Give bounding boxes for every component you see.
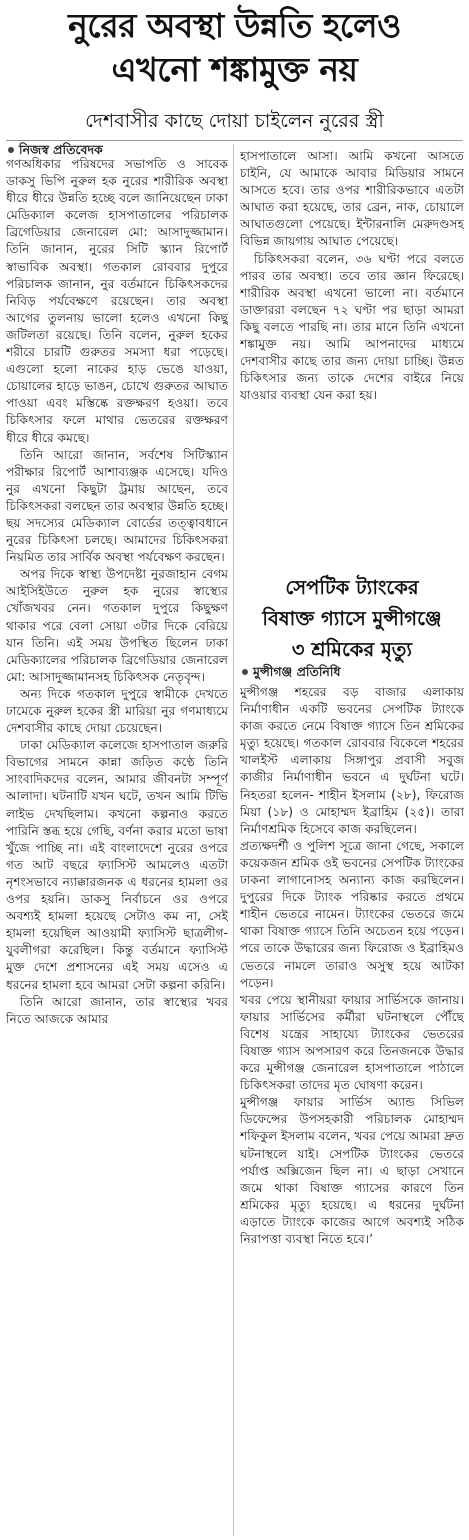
headline-divider — [6, 140, 463, 141]
story1-paragraph: হাসপাতালে আসা। আমি কখনো আসতে চাইনি, যে আমাকে আবার মিডিয়ার সামনে আসতে হবে। তার ওপর শারীরিকভাবে এতটা আঘাত করা হয়েছে, তার ব্রেন, নাক, চোয়ালে আঘাতগুলো পেয়েছে। ইন্টারনালি মেরুদণ্ডসহ বিভিন্ন জায়গায় আঘাত পেয়েছে। — [240, 149, 464, 249]
story2-byline — [242, 664, 340, 680]
story2-headline — [240, 572, 464, 665]
story2-paragraph: মুন্সীগঞ্জ শহরের বড় বাজার এলাকায় নির্মাণাধীন একটি ভবনের সেপটিক ট্যাংকে কাজ করতে নেমে বিষাক্ত গ্যাসে তিন শ্রমিকের মৃত্যু হয়েছে। গতকাল রোববার বিকেলে শহরের খালইস্ট এলাকায় সিঙ্গাপুর প্রবাসী সবুজ কাজীর নির্মাণাধীন ভবনে এ দুর্ঘটনা ঘটে। নিহতরা হলেন- শাহীন ইসলাম (২৮), ফিরোজ মিয়া (১৮) ও মোহাম্মদ ইব্রাহিম (২৫)। তারা নির্মাণশ্রমিক হিসেবে কাজ করছিলেন। — [240, 685, 464, 836]
story2-headline-line-2: বিষাক্ত গ্যাসে মুন্সীগঞ্জে — [262, 607, 442, 630]
story2-byline-text: মুন্সীগঞ্জ প্রতিনিধি — [253, 664, 341, 679]
headline-line-2: এখনো শঙ্কামুক্ত নয় — [111, 50, 358, 89]
story1-paragraph: অন্য দিকে গতকাল দুপুরে স্বামীকে দেখতে ঢামেকে নুরুল হকের স্ত্রী মারিয়া নুর গণমাধ্যমে দেশবাসীর কাছে দোয়া চেয়েছেন। — [6, 686, 228, 736]
bullet-icon — [242, 669, 248, 675]
story1-paragraph: ঢাকা মেডিক্যাল কলেজে হাসপাতাল জরুরি বিভাগের সামনে কান্না জড়িত কণ্ঠে তিনি সাংবাদিকদের বলেন, আমার জীবনটা সম্পূর্ণ আলাদা। ঘটনাটি যখন ঘটে, তখন আমি টিভি লাইভ দেখছিলাম। কখনো কল্পনাও করতে পারিনি স্তব্ধ হয়ে গেছি, বর্ণনা করার মতো ভাষা খুঁজে পাচ্ছি না। এই বাংলাদেশে নুরের ওপরে গত আট বছরে ফ্যাসিস্ট আমলেও এতটা নৃশংসভাবে ন্যাক্কারজনক এ ধরনের হামলা ওর ওপর হয়নি। ডাকসু নির্বাচনে ওর ওপরে অবশ্যই হামলা হয়েছে সেটাও কম না, সেই হামলা হয়েছিল আওয়ামী ফ্যাসিস্ট ছাত্রলীগ-যুবলীগরা করেছিল। কিন্তু বর্তমানে ফ্যাসিস্ট মুক্ত দেশে প্রশাসনের এই সময় এসেও এ ধরনের হামলা হবে আমরা সেটা কল্পনা করিনি। — [6, 738, 228, 992]
story2-paragraph: খবর পেয়ে স্থানীয়রা ফায়ার সার্ভিসকে জানায়। ফায়ার সার্ভিসের কর্মীরা ঘটনাস্থলে পৌঁছে বিশেষ যন্ত্রের সাহায্যে ট্যাংকের ভেতরের বিষাক্ত গ্যাস অপসারণ করে তিনজনকে উদ্ধার করে মুন্সীগঞ্জ জেনারেল হাসপাতালে পাঠালে চিকিৎসকরা তাদের মৃত ঘোষণা করেন। — [240, 992, 464, 1093]
story2-body — [240, 684, 464, 1536]
story1-paragraph: তিনি আরো জানান, সর্বশেষ সিটিস্ক্যান পরীক্ষার রিপোর্ট আশাব্যঞ্জক এসেছে। যদিও নুর এখনো কিছুটা ট্রমায় আছেন, তবে চিকিৎসকরা বলছেন তার অবস্থার উন্নতি হচ্ছে। ছয় সদস্যের মেডিক্যাল বোর্ডের তত্ত্বাবধানে নুরের চিকিৎসা চলছে। আমাদের চিকিৎসকরা নিয়মিত তার সার্বিক অবস্থা পর্যবেক্ষণ করছেন। — [6, 447, 228, 565]
story1-paragraph: গণঅধিকার পরিষদের সভাপতি ও সাবেক ডাকসু ভিপি নুরুল হক নুরের শারীরিক অবস্থা ধীরে ধীরে উন্নতি হচ্ছে বলে জানিয়েছেন ঢাকা মেডিক্যাল কলেজ হাসপাতালের পরিচালক ব্রিগেডিয়ার জেনারেল মো: আসাদুজ্জামান। তিনি জানান, নুরের সিটি স্ক্যান রিপোর্ট স্বাভাবিক অবস্থা। গতকাল রোববার দুপুরে পরিচালক জানান, নুর বর্তমানে চিকিৎসকদের নিবিড় পর্যবেক্ষণে রয়েছেন। তার অবস্থা আগের তুলনায় ভালো হলেও এখনো কিছু জটিলতা রয়েছে। তিনি বলেন, নুরুল হকের শরীরে চারটি গুরুতর সমস্যা ধরা পড়েছে। এগুলো হলো নাকের হাড় ভেঙে যাওয়া, চোয়ালের হাড়ে ভাঙন, চোখে গুরুতর আঘাত পাওয়া এবং মস্তিষ্কে রক্তক্ষরণ হওয়া। তবে চিকিৎসার ফলে মাথার ভেতরের রক্তক্ষরণ ধীরে ধীরে কমছে। — [6, 157, 228, 445]
story1-right-column — [240, 148, 464, 562]
bullet-icon — [8, 147, 14, 153]
story2-paragraph: প্রত্যক্ষদর্শী ও পুলিশ সূত্রে জানা গেছে, সকালে কয়েকজন শ্রমিক ওই ভবনের সেপটিক ট্যাংকের ঢাকনা লাগানোসহ অন্যান্য কাজ করছিলেন। দুপুরের দিকে ট্যাংক পরিষ্কার করতে প্রথমে শাহীন ভেতরে নামেন। ট্যাংকের ভেতরে জমে থাকা বিষাক্ত গ্যাসে তিনি অচেতন হয়ে পড়েন। পরে তাকে উদ্ধারের জন্য ফিরোজ ও ইব্রাহিমও ভেতরে নামলে তারাও অসুস্থ হয়ে আটকা পড়েন। — [240, 838, 464, 990]
subheadline: দেশবাসীর কাছে দোয়া চাইলেন নুরের স্ত্রী — [85, 110, 384, 132]
story2-paragraph: মুন্সীগঞ্জ ফায়ার সার্ভিস অ্যান্ড সিভিল ডিফেন্সের উপসহকারী পরিচালক মোহাম্মদ শফিকুল ইসলাম বলেন, খবর পেয়ে আমরা দ্রুত ঘটনাস্থলে যাই। সেপটিক ট্যাংকের ভেতরে পর্যাপ্ত অক্সিজেন ছিল না। এ ছাড়া সেখানে জমে থাকা বিষাক্ত গ্যাসের কারণে তিন শ্রমিকের মৃত্যু হয়েছে। এ ধরনের দুর্ঘটনা এড়াতে ট্যাংকে কাজের আগে অবশ্যই সঠিক নিরাপত্তা ব্যবস্থা নিতে হবে।’ — [240, 1095, 464, 1246]
story1-byline-text: নিজস্ব প্রতিবেদক — [19, 142, 103, 157]
main-headline — [0, 4, 469, 92]
story2-headline-line-1: সেপটিক ট্যাংকের — [285, 576, 419, 599]
story1-paragraph: চিকিৎসকরা বলেন, ৩৬ ঘণ্টা পরে বলতে পারব তার অবস্থা। তবে তার জ্ঞান ফিরেছে। শারীরিক অবস্থা এখনো ভালো না। বর্তমানে ডাক্তাররা বলছেন ৭২ ঘণ্টা পর ছাড়া আমরা কিছু বলতে পারছি না। তার মানে তিনি এখনো শঙ্কামুক্ত নয়। আমি আপনাদের মাধ্যমে দেশবাসীর কাছে তার জন্য দোয়া চাচ্ছি। উন্নত চিকিৎসার জন্য তাকে দেশের বাইরে নিয়ে যাওয়ার ব্যবস্থা যেন করা হয়। — [240, 251, 464, 403]
headline-line-1: নুরের অবস্থা উন্নতি হলেও — [68, 6, 401, 45]
column-divider — [233, 144, 234, 1536]
story1-paragraph: অপর দিকে স্বাস্থ্য উপদেষ্টা নুরজাহান বেগম আইসিইউতে নুরুল হক নুরের স্বাস্থ্যের খোঁজখবর নেন। গতকাল দুপুরে কিছুক্ষণ থাকার পরে বেলা সোয়া ৩টার দিকে বেরিয়ে যান তিনি। এই সময় উপস্থিত ছিলেন ঢাকা মেডিক্যালের পরিচালক ব্রিগেডিয়ার জেনারেল মো: আসাদুজ্জামানসহ চিকিৎসক নেতৃবৃন্দ। — [6, 567, 228, 684]
story1-paragraph: তিনি আরো জানান, তার স্বাস্থ্যের খবর নিতে আজকে আমার — [6, 994, 228, 1026]
story2-headline-line-3: ৩ শ্রমিকের মৃত্যু — [291, 638, 413, 661]
story1-left-column — [6, 156, 228, 1536]
